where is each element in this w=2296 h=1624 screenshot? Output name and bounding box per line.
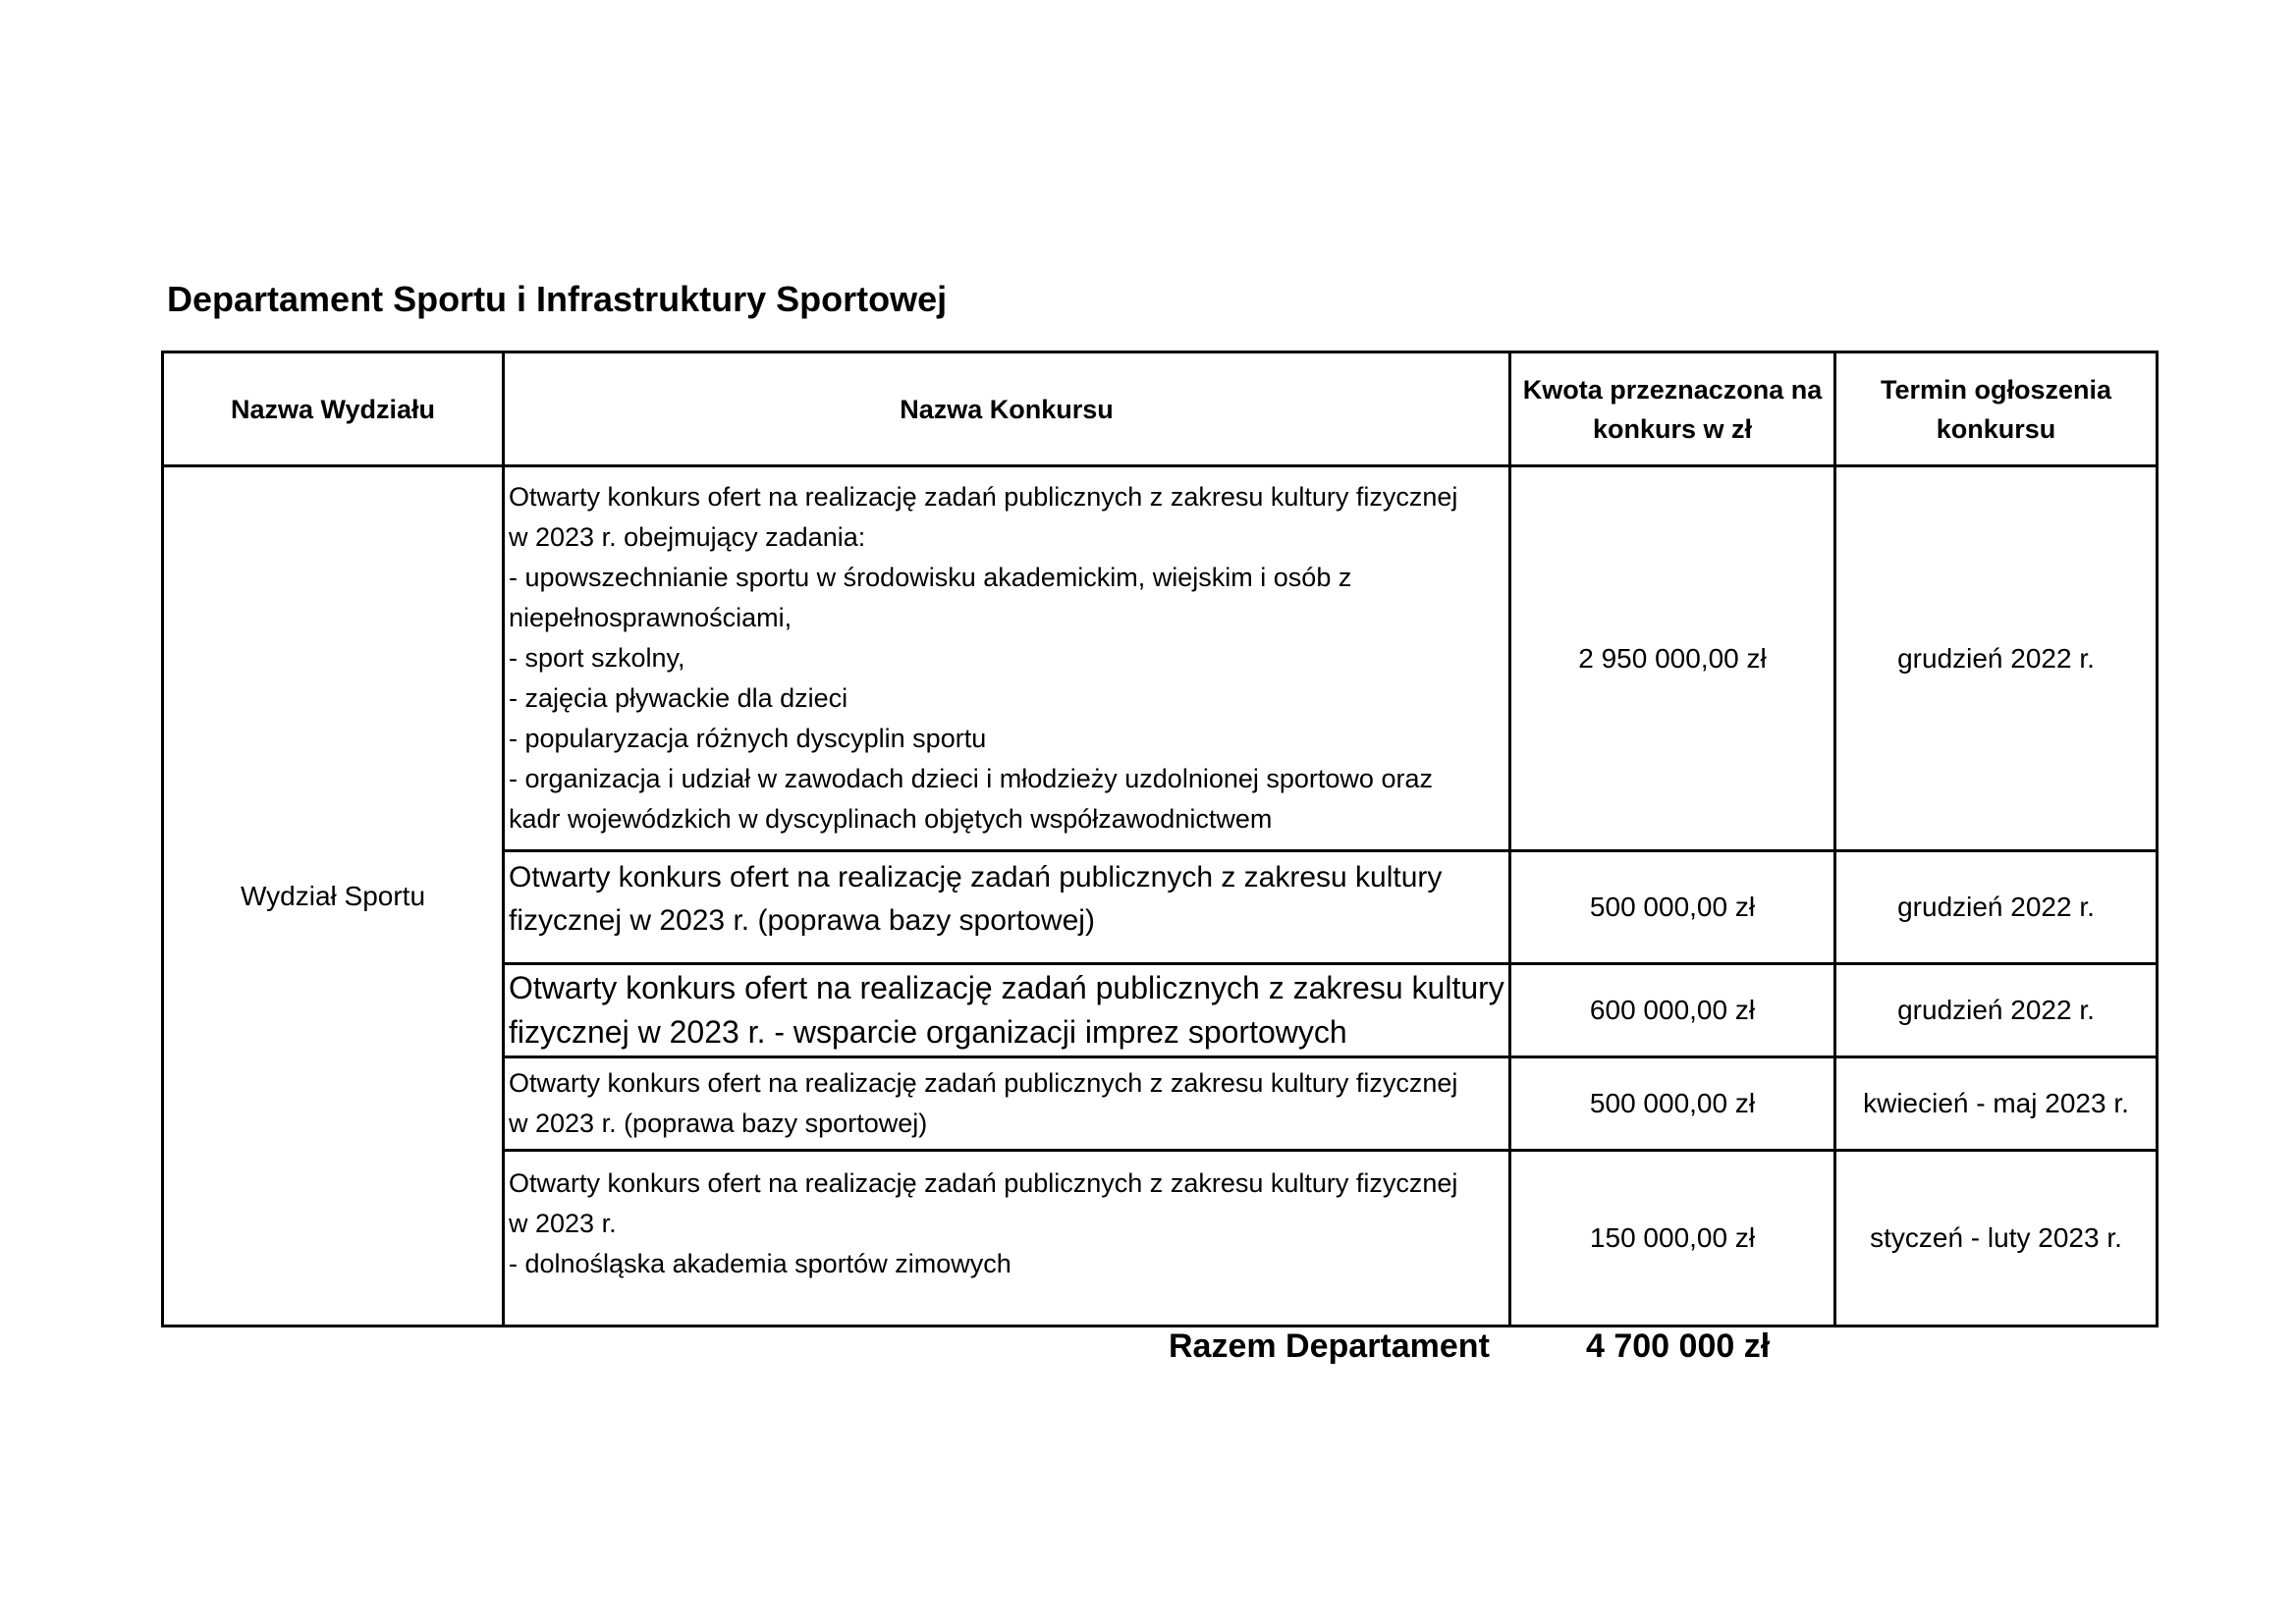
konkurs-name-cell [505,1152,1508,1325]
konkurs-name-cell [505,852,1508,962]
header-wydzial-label: Nazwa Wydziału [230,394,436,424]
kwota-value: 500 000,00 zł [1589,892,1756,922]
konkurs-name-line: Otwarty konkurs ofert na realizację zadań publicznych z zakresu kultury fizycznej [509,482,1458,512]
kwota-cell [1511,852,1833,962]
kwota-value: 2 950 000,00 zł [1578,642,1767,674]
total-value: 4 700 000 zł [1586,1327,1771,1365]
header-termin-line: Termin ogłoszenia [1880,374,2112,405]
kwota-cell [1511,965,1833,1056]
contest-table [161,351,2159,1327]
kwota-value: 600 000,00 zł [1589,995,1756,1025]
konkurs-name-cell [505,1058,1508,1149]
header-konkurs [505,353,1508,464]
header-konkurs-label: Nazwa Konkursu [900,394,1114,424]
termin-cell [1836,1152,2156,1325]
header-kwota-line: konkurs w zł [1592,413,1753,444]
kwota-value: 150 000,00 zł [1589,1222,1756,1253]
termin-value: grudzień 2022 r. [1897,995,2095,1025]
termin-cell [1836,852,2156,962]
termin-cell [1836,965,2156,1056]
konkurs-name-line: - organizacja i udział w zawodach dzieci i młodzieży uzdolnionej sportowo oraz [509,764,1433,793]
konkurs-name-line: w 2023 r. [509,1209,617,1238]
kwota-cell [1511,1152,1833,1325]
konkurs-name-cell [505,467,1508,849]
konkurs-name-line: - sport szkolny, [509,643,685,673]
termin-cell [1836,1058,2156,1149]
konkurs-name-line: w 2023 r. obejmujący zadania: [509,522,866,552]
termin-value: kwiecień - maj 2023 r. [1863,1088,2129,1118]
konkurs-name-line: niepełnosprawnościami, [509,603,793,632]
konkurs-name-line: kadr wojewódzkich w dyscyplinach objętych współzawodnictwem [509,804,1273,834]
termin-cell [1836,467,2156,849]
wydzial-name: Wydział Sportu [240,881,426,911]
kwota-value: 500 000,00 zł [1589,1088,1756,1118]
wydzial-cell [164,467,502,1325]
header-wydzial [164,353,502,464]
document-title: Departament Sportu i Infrastruktury Sportowej [167,279,948,319]
termin-value: grudzień 2022 r. [1897,642,2095,674]
konkurs-name-line: - upowszechnianie sportu w środowisku akademickim, wiejskim i osób z [509,563,1352,592]
konkurs-name-line: Otwarty konkurs ofert na realizację zadań publicznych z zakresu kultury fizycznej [509,1068,1458,1098]
konkurs-name-line: fizycznej w 2023 r. (poprawa bazy sportowej) [509,904,1095,937]
termin-value: grudzień 2022 r. [1897,892,2095,922]
total-label: Razem Departament [1169,1327,1490,1365]
kwota-cell [1511,467,1833,849]
konkurs-name-line: - zajęcia pływackie dla dzieci [509,683,848,713]
konkurs-name-line: Otwarty konkurs ofert na realizację zadań publicznych z zakresu kultury fizycznej [509,1168,1458,1198]
konkurs-name-line: Otwarty konkurs ofert na realizację zadań publicznych z zakresu kultury [509,861,1443,893]
header-kwota-line: Kwota przeznaczona na [1522,374,1823,405]
header-termin-line: konkursu [1936,413,2056,444]
konkurs-name-line: - dolnośląska akademia sportów zimowych [509,1249,1011,1278]
konkurs-name-line: fizycznej w 2023 r. - wsparcie organizacji imprez sportowych [509,1014,1347,1050]
konkurs-name-line: w 2023 r. (poprawa bazy sportowej) [509,1109,928,1138]
termin-value: styczeń - luty 2023 r. [1870,1222,2122,1253]
konkurs-name-line: Otwarty konkurs ofert na realizację zadań publicznych z zakresu kultury [509,970,1504,1005]
kwota-cell [1511,1058,1833,1149]
header-kwota [1511,353,1833,464]
header-termin [1836,353,2156,464]
konkurs-name-cell [505,965,1508,1056]
konkurs-name-line: - popularyzacja różnych dyscyplin sportu [509,724,987,753]
